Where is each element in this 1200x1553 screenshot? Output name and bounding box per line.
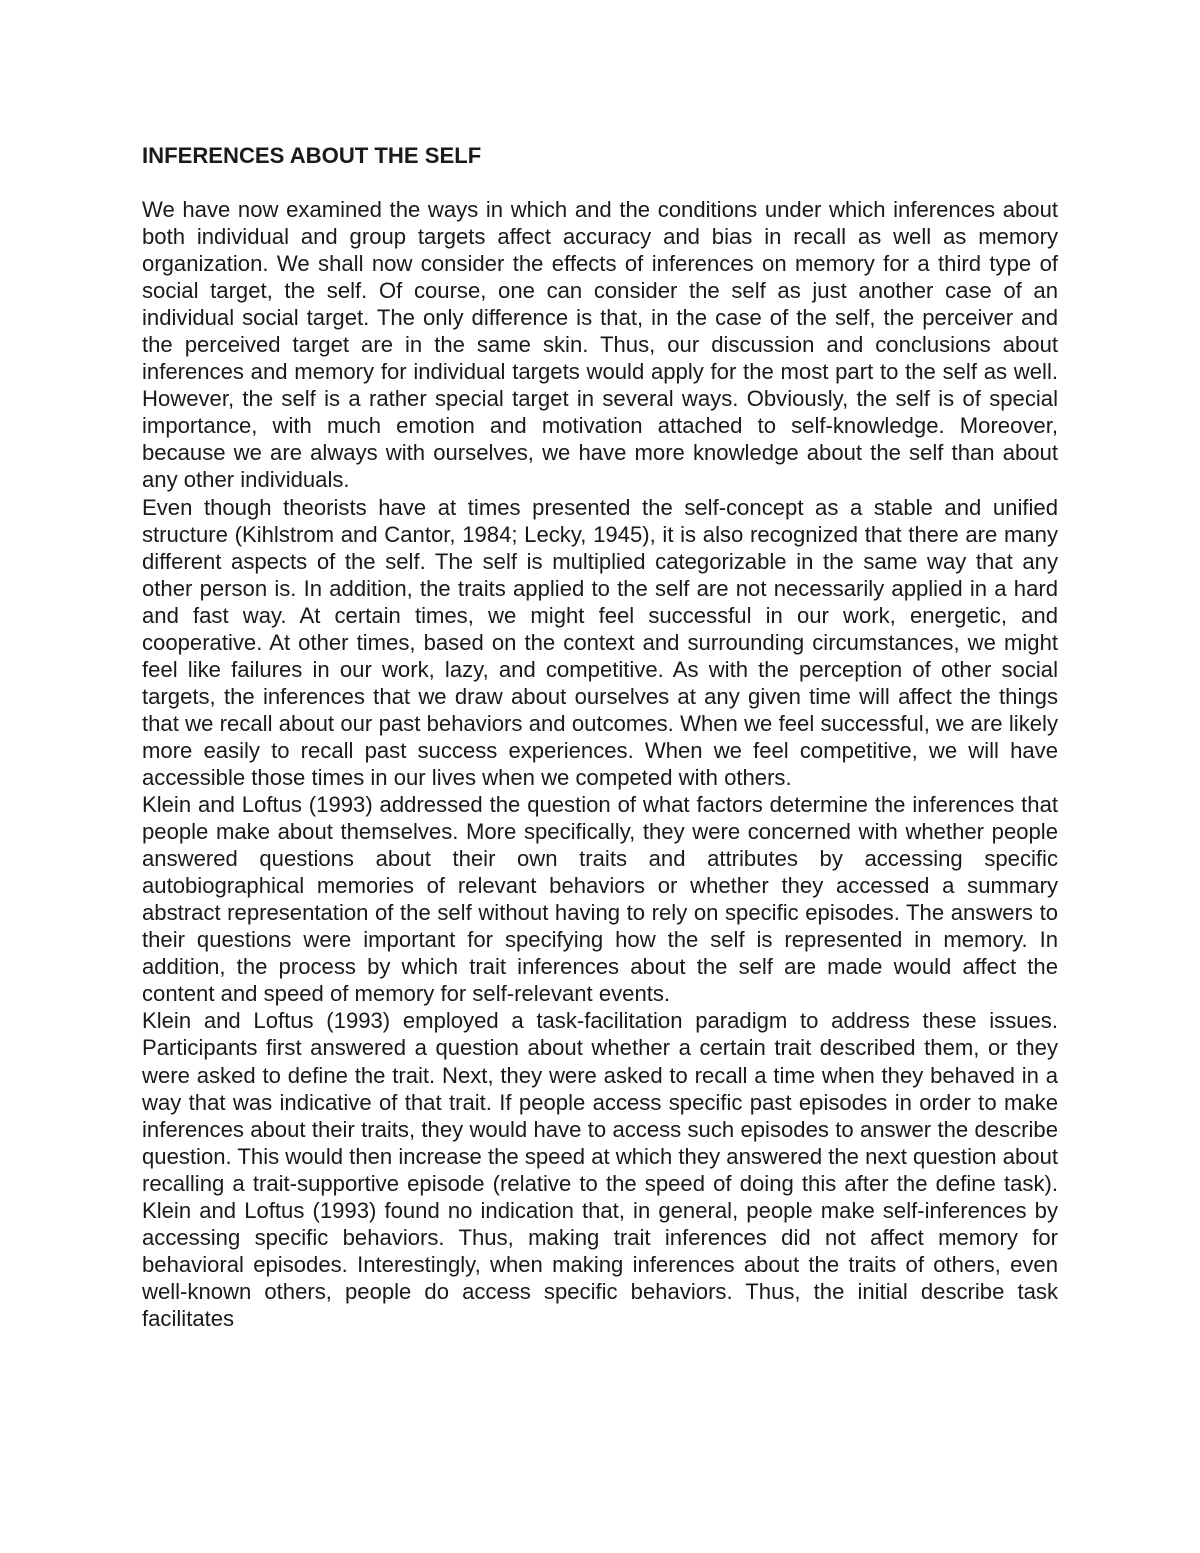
paragraph-2: Even though theorists have at times presented the self-concept as a stable and unified structure (Kihlstrom and Cantor, 1984; Lecky, 1945), it is also recognized that there are many different aspects of the self. The self is multiplied categorizable in the same way that any other person is. In addition, the traits applied to the self are not necessarily applied in a hard and fast way. At certain times, we might feel successful in our work, energetic, and cooperative. At other times, based on the context and surrounding circumstances, we might feel like failures in our work, lazy, and competitive. As with the perception of other social targets, the inferences that we draw about ourselves at any given time will affect the things that we recall about our past behaviors and outcomes. When we feel successful, we are likely more easily to recall past success experiences. When we feel competitive, we will have accessible those times in our lives when we competed with others.: [142, 494, 1058, 790]
document-body: [142, 142, 1058, 1332]
paragraph-1: We have now examined the ways in which and the conditions under which inferences about both individual and group targets affect accuracy and bias in recall as well as memory organization. We shall now consider the effects of inferences on memory for a third type of social target, the self. Of course, one can consider the self as just another case of an individual social target. The only difference is that, in the case of the self, the perceiver and the perceived target are in the same skin. Thus, our discussion and conclusions about inferences and memory for individual targets would apply for the most part to the self as well. However, the self is a rather special target in several ways. Obviously, the self is of special importance, with much emotion and motivation attached to self-knowledge. Moreover, because we are always with ourselves, we have more knowledge about the self than about any other individuals.: [142, 197, 1058, 493]
paragraph-4: Klein and Loftus (1993) employed a task-facilitation paradigm to address these issues. Participants first answered a question about whether a certain trait described them, or they were asked to define the trait. Next, they were asked to recall a time when they behaved in a way that was indicative of that trait. If people access specific past episodes in order to make inferences about their traits, they would have to access such episodes to answer the describe question. This would then increase the speed at which they answered the next question about recalling a trait-supportive episode (relative to the speed of doing this after the define task). Klein and Loftus (1993) found no indication that, in general, people make self-inferences by accessing specific behaviors. Thus, making trait inferences did not affect memory for behavioral episodes. Interestingly, when making inferences about the traits of others, even well-known others, people do access specific behaviors. Thus, the initial describe task facilitates: [142, 1008, 1058, 1331]
document-title: INFERENCES ABOUT THE SELF: [142, 143, 482, 168]
paragraph-3: Klein and Loftus (1993) addressed the question of what factors determine the inferences that people make about themselves. More specifically, they were concerned with whether people answered questions about their own traits and attributes by accessing specific autobiographical memories of relevant behaviors or whether they accessed a summary abstract representation of the self without having to rely on specific episodes. The answers to their questions were important for specifying how the self is represented in memory. In addition, the process by which trait inferences about the self are made would affect the content and speed of memory for self-relevant events.: [142, 792, 1058, 1007]
